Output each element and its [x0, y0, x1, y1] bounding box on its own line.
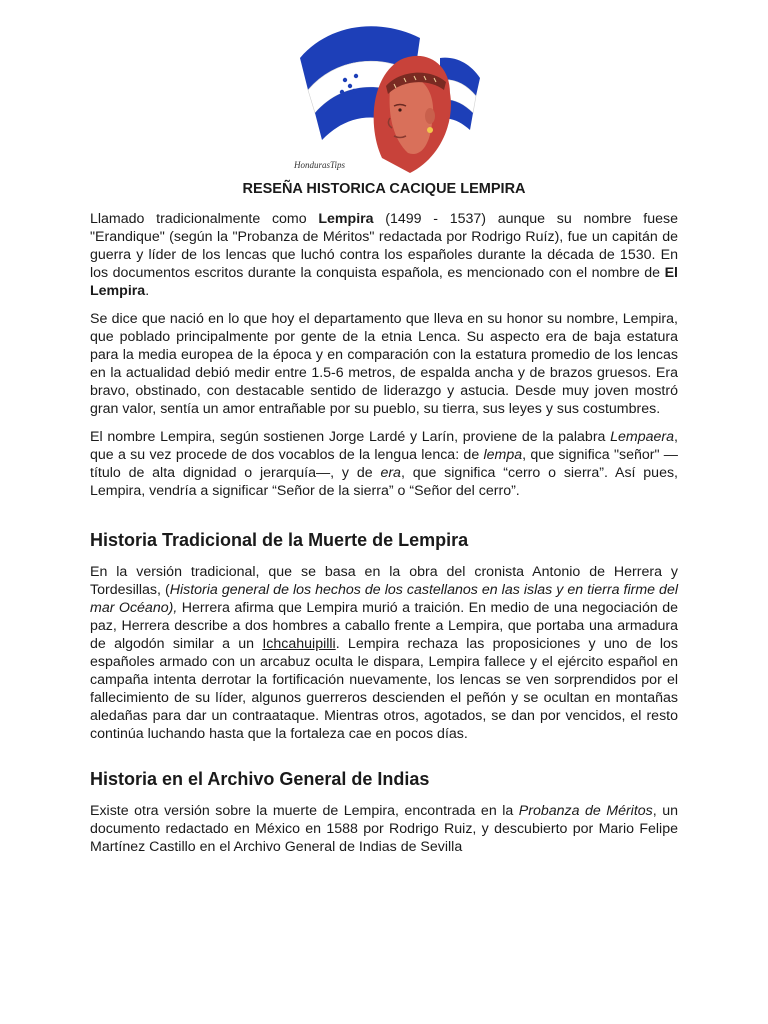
- document-body: [90, 210, 678, 866]
- hondurastips-logo: HondurasTips: [294, 160, 346, 170]
- lempira-illustration: [290, 18, 485, 178]
- page-title: RESEÑA HISTORICA CACIQUE LEMPIRA: [242, 181, 526, 197]
- paragraph-intro: Llamado tradicionalmente como Lempira (1499 - 1537) aunque su nombre fuese "Erandique" (según la "Probanza de Méritos" redactada por Rodrigo Ruíz), fue un capitán de guerra y líder de los lencas que luchó contra los españoles durante la década de 1530. En los documentos escritos durante la conquista española, es mencionado con el nombre de El Lempira.: [90, 211, 678, 299]
- section-heading-traditional: Historia Tradicional de la Muerte de Lempira: [90, 530, 469, 550]
- ichcahuipilli-link[interactable]: Ichcahuipilli: [262, 636, 336, 652]
- paragraph-name-origin: El nombre Lempira, según sostienen Jorge Lardé y Larín, proviene de la palabra Lempaera, que a su vez procede de dos vocablos de la lengua lenca: de lempa, que significa "señor" —título de alta dignidad o jerarquía—, y de era, que significa “cerro o sierra”. Así pues, Lempira, vendría a significar “Señor de la sierra” o “Señor del cerro”.: [90, 429, 678, 499]
- section-heading-archive: Historia en el Archivo General de Indias: [90, 769, 430, 789]
- paragraph-archive-history: Existe otra versión sobre la muerte de Lempira, encontrada en la Probanza de Méritos, un documento redactado en México en 1588 por Rodrigo Ruiz, y descubierto por Mario Felipe Martínez Castillo en el Archivo General de Indias de Sevilla: [90, 803, 678, 855]
- paragraph-description: Se dice que nació en lo que hoy el departamento que lleva en su honor su nombre, Lempira, que poblado principalmente por gente de la etnia Lenca. Su aspecto era de baja estatura para la media europea de la época y en comparación con la estatura promedio de los lencas en la actualidad debió medir entre 1.5-6 metros, de espalda ancha y de brazos gruesos. Era bravo, obstinado, con destacable sentido de liderazgo y astucia. Desde muy joven mostró gran valor, sentía un amor entrañable por su pueblo, su tierra, sus leyes y sus costumbres.: [90, 311, 678, 417]
- paragraph-traditional-history: En la versión tradicional, que se basa en la obra del cronista Antonio de Herrera y Tordesillas, (Historia general de los hechos de los castellanos en las islas y en tierra firme del mar Océano), Herrera afirma que Lempira murió a traición. En medio de una negociación de paz, Herrera describe a dos hombres a caballo frente a Lempira, que portaba una armadura de algodón similar a un Ichcahuipilli. Lempira rechaza las proposiciones y uno de los españoles armado con un arcabuz oculta le dispara, Lempira fallece y el ejército español en campaña intenta derrotar la fortificación nuevamente, los lencas se ven sorprendidos por el fallecimiento de su líder, algunos guerreros descienden el peñón y se ocultan en montañas aledañas para dar un contraataque. Mientras otros, agotados, se dan por vencidos, el resto continúa luchando hasta que la fortaleza cae en pocos días.: [90, 564, 679, 742]
